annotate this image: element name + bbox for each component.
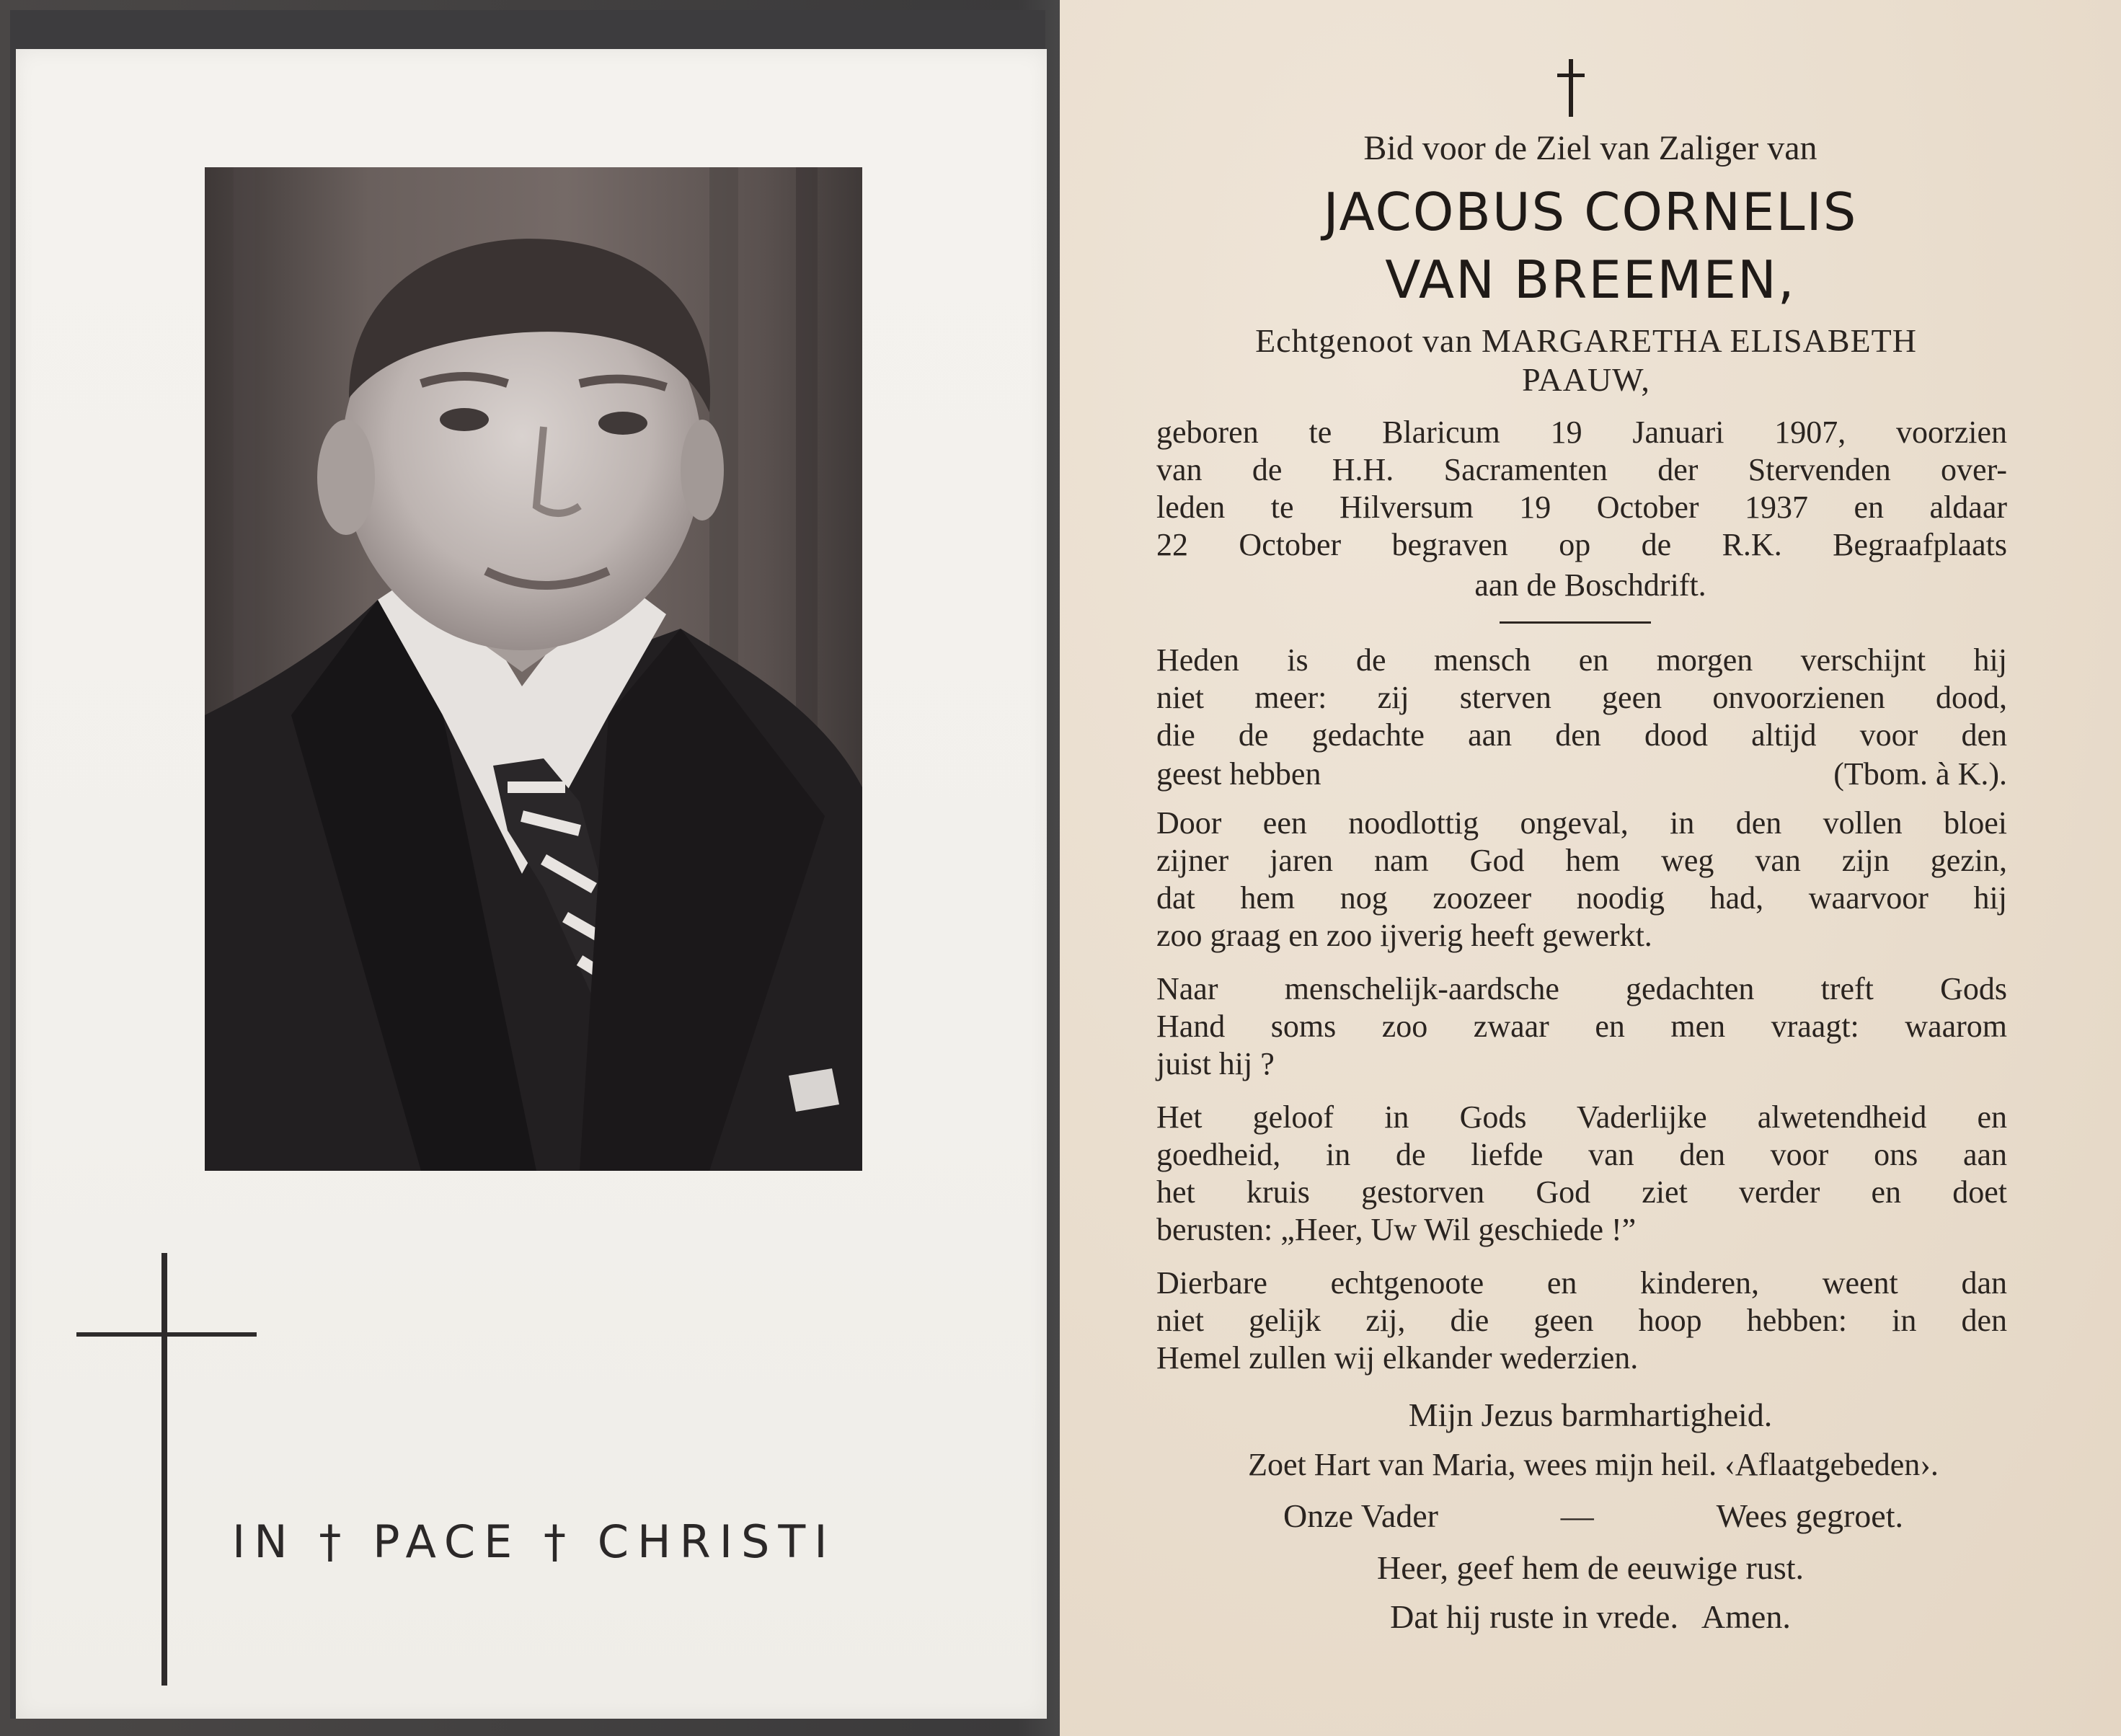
- para5-last-line: Hemel zullen wij elkander wederzien.: [1156, 1340, 1639, 1376]
- para4-line: het kruis gestorven God ziet verder en doet: [1156, 1174, 2007, 1210]
- prayer-line-3: [1283, 1497, 1903, 1535]
- prayer-line-1: Mijn Jezus barmhartigheid.: [1408, 1396, 1773, 1433]
- spouse-line1: Echtgenoot van MARGARETHA ELISABETH: [1255, 322, 1917, 359]
- para1-line: die de gedachte aan den dood altijd voor den: [1156, 717, 2007, 753]
- prayer3-right: Wees gegroet.: [1716, 1497, 1903, 1534]
- para5-line: niet gelijk zij, die geen hoop hebben: in den: [1156, 1303, 2007, 1338]
- para1-last-line: [1156, 756, 2007, 792]
- prayer-line-4: Heer, geef hem de eeuwige rust.: [1376, 1549, 1805, 1586]
- para5-line: Dierbare echtgenoote en kinderen, weent dan: [1156, 1265, 2007, 1301]
- left-card: [10, 10, 1045, 1719]
- para1-line: niet meer: zij sterven geen onvoorzienen dood,: [1156, 680, 2007, 715]
- in-pace-christi: IN † PACE † CHRISTI: [232, 1515, 836, 1568]
- para4-last-line: berusten: „Heer, Uw Wil geschiede !”: [1156, 1212, 1637, 1247]
- intro-line: Bid voor de Ziel van Zaliger van: [1363, 129, 1817, 167]
- bio-line: leden te Hilversum 19 October 1937 en aldaar: [1156, 490, 2007, 525]
- para1-line: Heden is de mensch en morgen verschijnt hij: [1156, 642, 2007, 678]
- para1-citation: (Tbom. à K.).: [1833, 756, 2007, 792]
- para3-last-line: juist hij ?: [1156, 1046, 1275, 1081]
- para2-line: dat hem nog zoozeer noodig had, waarvoor hij: [1156, 880, 2007, 916]
- spouse-line2: PAAUW,: [1522, 361, 1650, 398]
- deceased-name-line1: JACOBUS CORNELIS: [1323, 182, 1858, 242]
- portrait-photo: [205, 167, 862, 1171]
- bio-line: van de H.H. Sacramenten der Stervenden over-: [1156, 452, 2007, 487]
- prayer3-dash: —: [1560, 1497, 1594, 1534]
- prayer3-left: Onze Vader: [1283, 1497, 1438, 1534]
- para3-line: Naar menschelijk-aardsche gedachten treft Gods: [1156, 971, 2007, 1006]
- prayer-line-2: Zoet Hart van Maria, wees mijn heil. ‹Aflaatgebeden›.: [1248, 1447, 1939, 1482]
- para2-line: zijner jaren nam God hem weg van zijn gezin,: [1156, 843, 2007, 878]
- para3-line: Hand soms zoo zwaar en men vraagt: waarom: [1156, 1009, 2007, 1044]
- left-paper: [16, 49, 1047, 1719]
- divider-rule: [1500, 621, 1651, 624]
- prayer-line-5: Dat hij ruste in vrede. Amen.: [1390, 1598, 1791, 1635]
- deceased-name-line2: VAN BREEMEN,: [1385, 249, 1796, 310]
- portrait-illustration: [205, 167, 862, 1171]
- small-cross-icon: [1554, 59, 1588, 117]
- bio-last-line: aan de Boschdrift.: [1474, 567, 1706, 603]
- bio-line: 22 October begraven op de R.K. Begraafplaats: [1156, 527, 2007, 562]
- para2-line: Door een noodlottig ongeval, in den vollen bloei: [1156, 805, 2007, 841]
- cross-icon: [76, 1253, 257, 1686]
- right-card: [1060, 0, 2121, 1736]
- para4-line: Het geloof in Gods Vaderlijke alwetendheid en: [1156, 1099, 2007, 1135]
- para2-last-line: zoo graag en zoo ijverig heeft gewerkt.: [1156, 918, 1652, 953]
- para1-last-left: geest hebben: [1156, 756, 1321, 792]
- para4-line: goedheid, in de liefde van den voor ons aan: [1156, 1137, 2007, 1172]
- bio-line: geboren te Blaricum 19 Januari 1907, voorzien: [1156, 415, 2007, 450]
